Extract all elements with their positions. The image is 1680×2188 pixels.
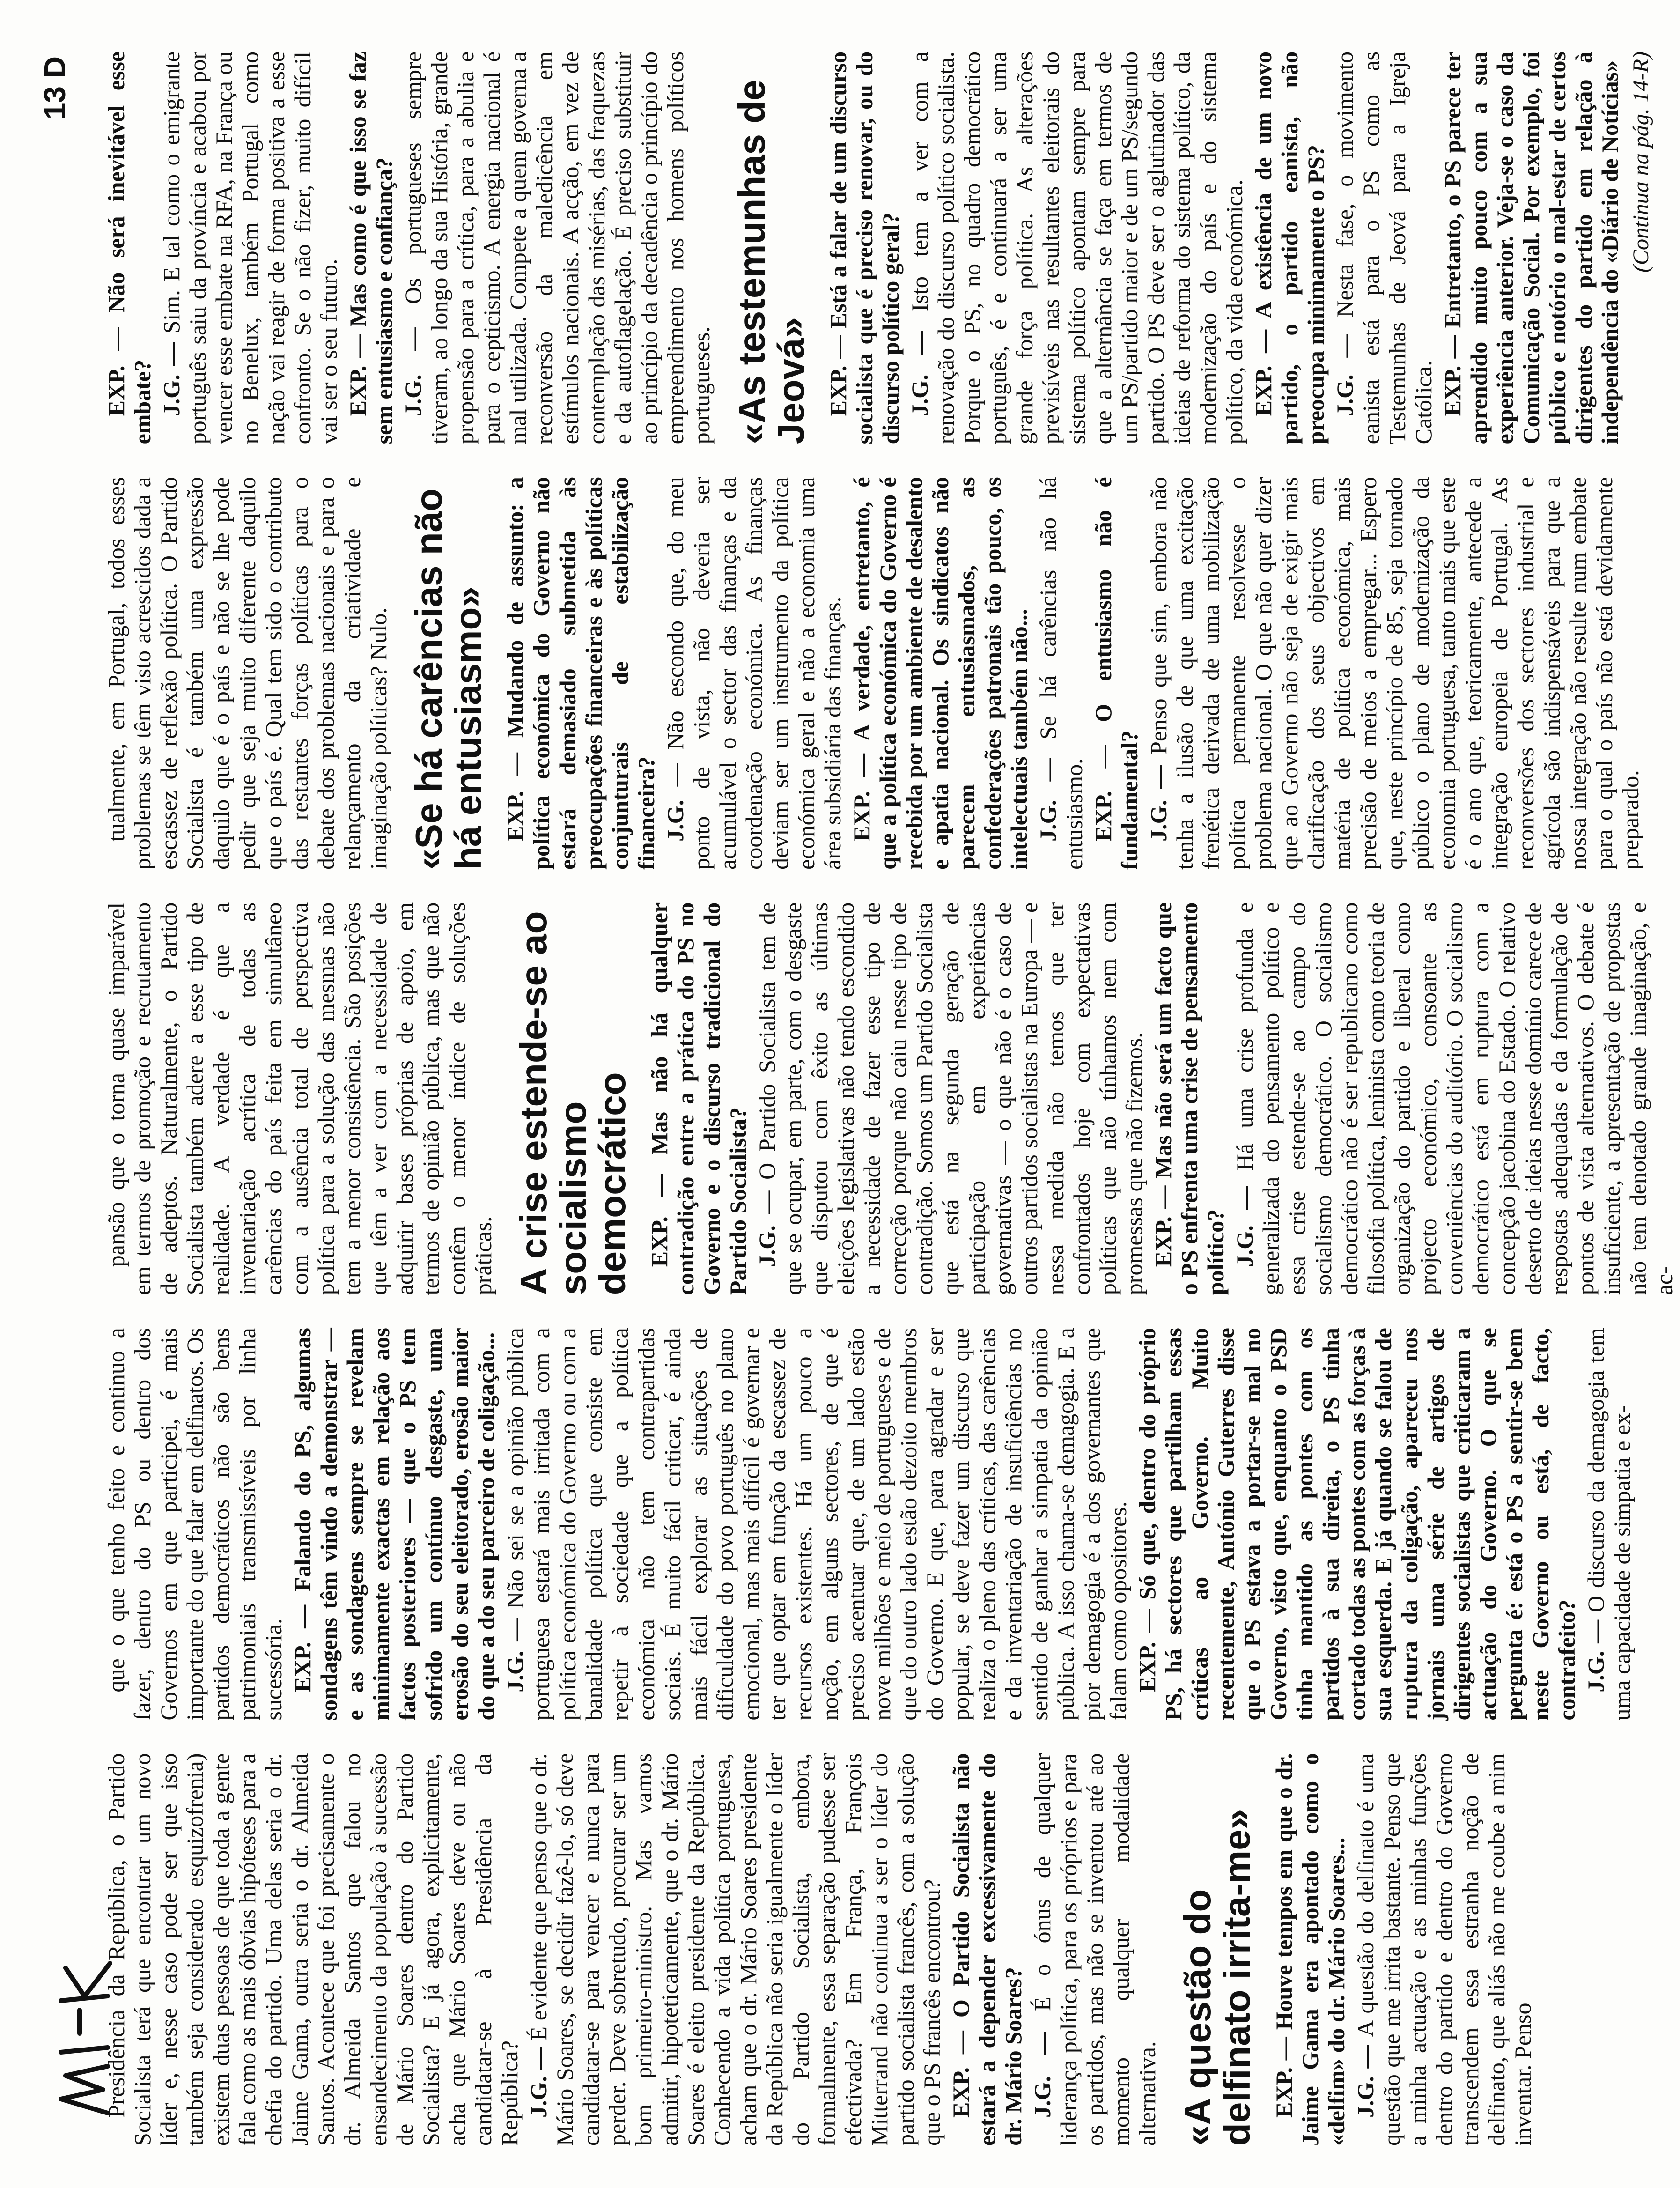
- interview-question: [848, 477, 1032, 869]
- paragraph-text: Os portugueses sempre tiveram, ao longo da sua História, grande propensão para a crítica, para a abulia e para o cepticismo. A energia nacional é mal utilizada. Compete a quem governa a reconversão da maledicência em estímulos nacionais. A acção, em vez de contemplação das misérias, das fraquezas e da autoflagelação. É preciso substituir ao princípio da decadência o princípio do empreendimento nos homens políticos portugueses.: [400, 52, 715, 444]
- column-2: [103, 1328, 1680, 1720]
- interview-answer: [662, 477, 846, 869]
- paragraph-text: Sim. E tal como o emigrante português saiu da província e acabou por vencer esse embate na RFA, na França ou no Benelux, também Portugal como nação vai reagir de forma positiva a esse confronto. Se o não fizer, muito difícil vai ser o seu futuro.: [158, 52, 342, 444]
- column-5: [103, 52, 1680, 444]
- speaker-label: EXP. — Entretanto, o PS parece ter aprendido muito pouco com a sua experiência anterior. Veja-se o caso da Comunicação Social. Por exemplo, foi público e notório o mal-estar de certos dirigentes do partido em relação à independência do «Diário de Notícias»: [1439, 52, 1623, 444]
- speaker-label: EXP. — O entusiasmo não é fundamental?: [1090, 477, 1142, 870]
- interview-question: [825, 52, 904, 444]
- interview-question: [1271, 1753, 1349, 2146]
- interview-answer: [525, 1753, 945, 2146]
- interview-answer: [103, 1328, 287, 1720]
- speaker-label: EXP. — Só que, dentro do próprio PS, há sectores que partilham essas críticas ao Governo. Muito recentemente, António Guterres disse que o PS estava a portar-se mal no Governo, visto que, enquanto o PSD tinha mantido as pontes com os partidos à sua direita, o PS tinha cortado todas as pontes com as forças à sua esquerda. E já quando se falou de ruptura da coligação, apareceu nos jornais uma série de artigos de dirigentes socialistas que criticaram a actuação do Governo. O que se pergunta é: está o PS a sentir-se bem neste Governo ou está, de facto, contrafeito?: [1134, 1328, 1580, 1721]
- paragraph-text: Nesta fase, o movimento eanista está para o PS como as Testemunhas de Jeová para a Igreja Católica.: [1332, 52, 1437, 444]
- subheading: «Se há carências não há entusiasmo»: [408, 488, 489, 870]
- interview-question: [289, 1328, 499, 1720]
- speaker-label: J.G. —: [1029, 2011, 1055, 2118]
- speaker-label: EXP. — Houve tempos em que o dr. Jaime Gama era apontado como o «delfim» do dr. Mário Soares...: [1271, 1753, 1349, 2146]
- speaker-label: J.G. —: [1035, 739, 1061, 842]
- interview-answer: [158, 52, 342, 444]
- subheading: «A questão do delfinato irrita-me»: [1177, 1808, 1258, 2146]
- interview-answer: [502, 1328, 1131, 1720]
- speaker-label: J.G. —: [906, 311, 933, 416]
- paragraph-text: Não escondo que, do meu ponto de vista, não deveria ser acumulável o sector das finanças e da coordenação económica. As finanças deviam ser um instrumento da política económica geral e não a economia uma área subsidiária das finanças.: [662, 477, 846, 870]
- paragraph-text: pansão que o torna quase imparável em termos de promoção e recrutamento de adeptos. Naturalmente, o Partido Socialista também adere a esse tipo de realidade. A verdade é que a inventariação acrítica de todas as carências do país feita em simultâneo com a ausência total de perspectiva política para a solução das mesmas não tem a menor consistência. São posições que têm a ver com a necessidade de adquirir bases próprias de apoio, em termos de opinião pública, mas que não contêm o menor índice de soluções práticas.: [103, 902, 496, 1295]
- paragraph-text: tualmente, em Portugal, todos esses problemas se têm visto acrescidos dada a escassez de reflexão política. O Partido Socialista é também uma expressão daquilo que é o país e não se lhe pode pedir que seja muito diferente daquilo que o país é. Qual tem sido o contributo das restantes forças políticas para o debate dos problemas nacionais e para o relançamento da criatividade e imaginação políticas? Nulo.: [103, 477, 391, 870]
- speaker-label: J.G. —: [1145, 754, 1172, 842]
- paragraph-text: Se há carências não há entusiasmo.: [1035, 477, 1087, 870]
- speaker-label: EXP. — Não será inevitável esse embate?: [103, 52, 155, 444]
- paragraph-text: Não sei se a opinião pública portuguesa estará mais irritada com a política económica do Governo ou com a banalidade política que consiste em repetir à sociedade que a política económica não tem contrapartidas sociais. É muito fácil criticar, é ainda mais fácil explorar as situações de dificuldade do povo português no plano emocional, mas mais difícil é governar e ter que optar em função da escassez de recursos existentes. Há um pouco a noção, em alguns sectores, de que é preciso acentuar que, de um lado estão nove milhões e meio de portugueses e de que do outro lado estão dezoito membros do Governo. E que, para agradar e ser popular, se deve fazer um discurso que realiza o pleno das críticas, das carências e da inventariação de insuficiências no sentido de ganhar a simpatia da opinião pública. A isso chama-se demagogia. E a pior demagogia é a dos governantes que falam como opositores.: [502, 1328, 1131, 1721]
- speaker-label: J.G. —: [1231, 1171, 1258, 1267]
- speaker-label: J.G. —: [662, 749, 688, 842]
- speaker-label: J.G. —: [1352, 2037, 1378, 2118]
- speaker-label: J.G. —: [1583, 1612, 1609, 1693]
- continuation-note: (Continua na pág. 14-R): [1628, 52, 1653, 273]
- column-1: [103, 1753, 1680, 2146]
- subheading: A crise estende-se ao socialismo democrático: [513, 911, 633, 1295]
- interview-question: [1439, 52, 1623, 444]
- interview-question: [345, 52, 397, 444]
- handwritten-mark: [52, 1949, 117, 2118]
- paragraph-text: O discurso da demagogia tem uma capacidade de simpatia e ex-: [1583, 1328, 1635, 1721]
- interview-question: [1134, 1328, 1580, 1720]
- speaker-label: EXP. — A existência de um novo partido, o partido eanista, não preocupa minimamente o PS?: [1250, 52, 1329, 444]
- interview-question: [1250, 52, 1329, 444]
- interview-answer: [103, 477, 391, 869]
- paragraph-text: Há uma crise profunda e generalizada do pensamento político e essa crise estende-se ao campo do socialismo democrático. O socialismo democrático não é ser republicano como filosofia política, leninista como teoria de organização do partido e liberal como projecto económico, consoante as conveniências do auditório. O socialismo democrático está em ruptura com a concepção jacobina do Estado. O relativo deserto de ideias nesse domínio carece de respostas adequadas e da formulação de pontos de vista alternativos. O debate é insuficiente, a apresentação de propostas não tem denotado grande imaginação, e ac-: [1231, 902, 1677, 1295]
- interview-answer: [906, 52, 1247, 444]
- interview-answer: [1583, 1328, 1635, 1720]
- speaker-label: EXP. — Mas não será um facto que o PS enfrenta uma crise de pensamento político?: [1150, 902, 1229, 1295]
- column-4: [103, 477, 1680, 869]
- interview-answer: [103, 1753, 523, 2146]
- page-number: 13 D: [38, 56, 72, 120]
- interview-question: [1090, 477, 1142, 869]
- paragraph-text: A questão do delfinato é uma questão que me irrita bastante. Penso que a minha actuação e as minhas funções dentro do partido e dentro do Governo transcendem essa estranha noção de delfinato, que aliás não me coube a mim inventar. Penso: [1352, 1753, 1536, 2146]
- interview-answer: [1145, 477, 1643, 869]
- paragraph-text: É o ónus de qualquer liderança política, para os próprios e para os partidos, mas não se inventou até ao momento qualquer modalidade alternativa.: [1029, 1753, 1160, 2146]
- paragraph-text: que o que tenho feito e continuo a fazer, dentro do PS ou dentro dos Governos em que participei, é mais importante do que falar em delfinatos. Os partidos democráticos não são bens patrimoniais transmissíveis por linha sucessória.: [103, 1328, 287, 1721]
- paragraph-text: Isto tem a ver com a renovação do discurso político socialista. Porque o PS, no quadro democrático português, é e continuará a ser uma grande força política. As alterações previsíveis nas resultantes eleitorais do sistema político apontam sempre para que a alternância se faça em termos de um PS/partido maior e de um PS/segundo partido. O PS deve ser o aglutinador das ideias de reforma do sistema político, da modernização do país e do sistema político, da vida económica.: [906, 52, 1247, 444]
- interview-answer: [1035, 477, 1087, 869]
- interview-question: [502, 477, 659, 869]
- speaker-label: J.G. —: [400, 304, 426, 416]
- speaker-label: EXP. — A verdade, entretanto, é que a política económica do Governo é recebida por um ambiente de desalento e apatia nacional. Os sindicatos não parecem entusiasmados, as confederações patronais tão pouco, os intelectuais também não...: [848, 477, 1032, 870]
- interview-answer: [103, 902, 496, 1295]
- speaker-label: EXP. — Mudando de assunto: a política económica do Governo não estará demasiado submetida às preocupações financeiras e às políticas conjunturais de estabilização financeira?: [502, 477, 659, 870]
- speaker-label: EXP. — Mas como é que isso se faz sem entusiasmo e confiança?: [345, 52, 397, 444]
- paragraph-text: O Partido Socialista tem de que se ocupar, em parte, com o desgaste que disputou com êxito as últimas eleições legislativas não tendo escondido a necessidade de fazer esse tipo de correcção porque não caiu nesse tipo de contradição. Somos um Partido Socialista que está na segunda geração de participação em experiências governativas — o que não é o caso de outros partidos socialistas na Europa — e nessa medida não temos que ter confrontados hoje com expectativas políticas que não tínhamos nem com promessas que não fizemos.: [754, 902, 1147, 1295]
- article-columns: [103, 52, 1677, 2146]
- interview-answer: [1332, 52, 1437, 444]
- interview-question: [1150, 902, 1229, 1295]
- speaker-label: EXP. — Está a falar de um discurso socialista que é preciso renovar, ou do discurso político geral?: [825, 52, 904, 444]
- speaker-label: J.G. —: [754, 1179, 780, 1267]
- interview-question: [103, 52, 155, 444]
- interview-answer: [1231, 902, 1677, 1295]
- column-3: [103, 902, 1680, 1295]
- speaker-label: J.G. —: [502, 1608, 528, 1693]
- speaker-label: EXP. — O Partido Socialista não estará a depender excessivamente do dr. Mário Soares?: [948, 1753, 1026, 2146]
- speaker-label: J.G. —: [1332, 317, 1358, 416]
- subheading: «As testemunhas de Jeová»: [731, 80, 812, 444]
- speaker-label: EXP. — Mas não há qualquer contradição entre a prática do PS no Governo e o discurso tradicional do Partido Socialista?: [646, 902, 751, 1295]
- interview-question: [948, 1753, 1026, 2146]
- interview-question: [646, 902, 751, 1295]
- paragraph-text: É evidente que penso que o dr. Mário Soares, se decidir fazê-lo, só deve candidatar-se para vencer e nunca para perder. Deve sobretudo, procurar ser um bom primeiro-ministro. Mas vamos admitir, hipoteticamente, que o dr. Mário Soares é eleito presidente da República. Conhecendo a vida política portuguesa, acham que o dr. Mário Soares presidente da República não seria igualmente o líder do Partido Socialista, embora, formalmente, essa separação pudesse ser efectivada? Em França, François Mitterrand não continua a ser o líder do partido socialista francês, com a solução que o PS francês encontrou?: [525, 1753, 945, 2146]
- paragraph-text: Penso que sim, embora não tenha a ilusão de que uma excitação frenética derivada de uma mobilização política permanente resolvesse o problema nacional. O que não quer dizer que ao Governo não seja de exigir mais clarificação dos seus objectivos em matéria de política económica, mais precisão de meios a empregar... Espero que, neste princípio de 85, seja tornado público o plano de modernização da economia portuguesa, tanto mais que este é o ano que, teoricamente, antecede a integração europeia de Portugal. As reconversões dos sectores industrial e agrícola são indispensáveis para que a nossa integração não resulte num embate para o qual o país não está devidamente preparado.: [1145, 477, 1643, 870]
- speaker-label: J.G. —: [525, 2040, 552, 2118]
- speaker-label: J.G. —: [158, 333, 184, 416]
- paragraph-text: Presidência da República, o Partido Socialista terá que encontrar um novo líder e, nesse caso pode ser que isso também seja considerado esquizofrenia) existem duas pessoas de que toda a gente fala como as mais óbvias hipóteses para a chefia do partido. Uma delas seria o dr. Jaime Gama, outra seria o dr. Almeida Santos. Acontece que foi precisamente o dr. Almeida Santos que falou no ensandecimento da população à sucessão de Mário Soares dentro do Partido Socialista? E já agora, explicitamente, acha que Mário Soares deve ou não candidatar-se à Presidência da República?: [103, 1753, 523, 2146]
- interview-answer: [1352, 1753, 1536, 2146]
- interview-answer: [1029, 1753, 1160, 2146]
- speaker-label: EXP. — Falando do PS, algumas sondagens têm vindo a demonstrar — e as sondagens sempre se revelam minimamente exactas em relação aos factos posteriores — que o PS tem sofrido um contínuo desgaste, uma erosão do seu eleitorado, erosão maior do que a do seu parceiro de coligação...: [289, 1328, 499, 1721]
- interview-answer: [400, 52, 715, 444]
- interview-answer: [754, 902, 1147, 1295]
